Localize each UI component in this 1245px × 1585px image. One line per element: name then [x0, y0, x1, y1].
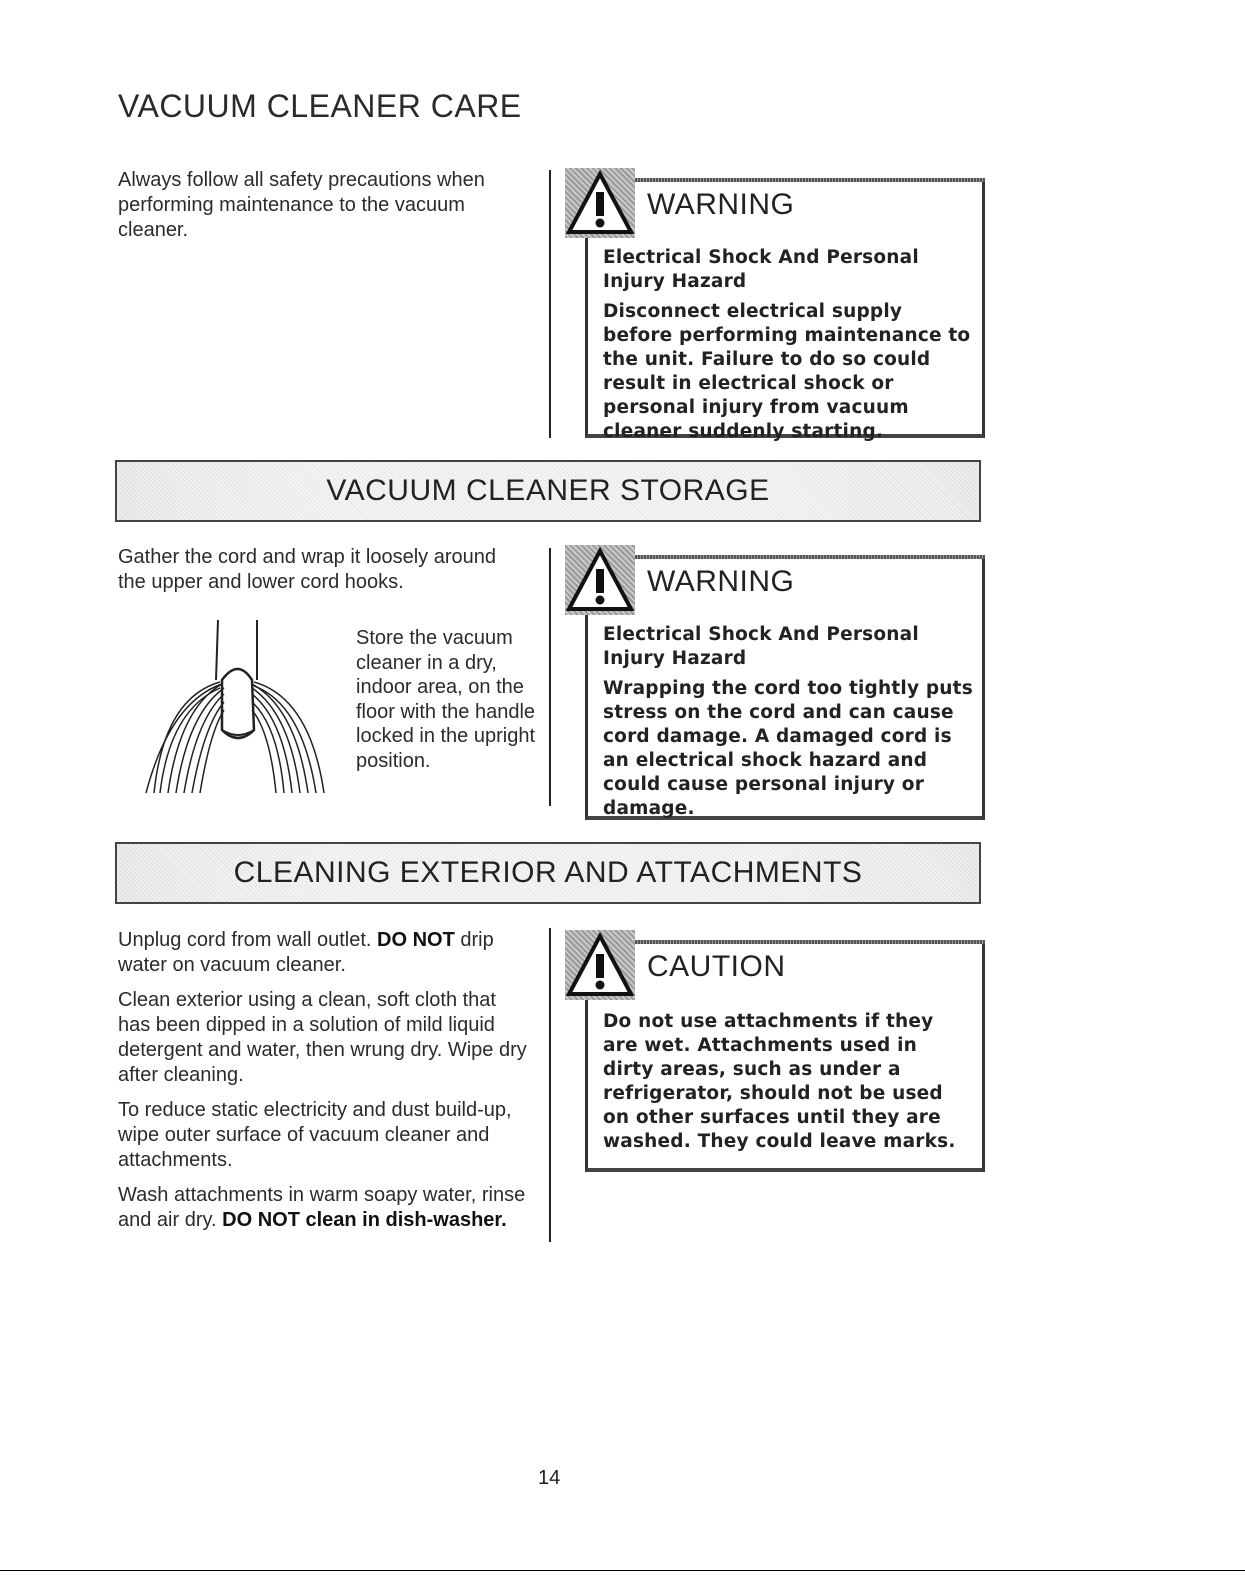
warning-text: Disconnect electrical supply before performing maintenance to the unit. Failure to do so could result in electrical shock or personal injury from vacuum cleaner suddenly starting. [603, 301, 971, 442]
page-title: VACUUM CLEANER CARE [118, 88, 522, 124]
warning-body [603, 623, 973, 827]
storage-intro-block [118, 545, 528, 605]
warning-heading: WARNING [647, 188, 795, 221]
warning-triangle-icon [565, 545, 635, 615]
storage-banner [115, 460, 981, 522]
cleaning-banner [115, 842, 981, 904]
warning-top-rule [635, 555, 985, 559]
cleaning-text-block [118, 928, 528, 1243]
cleaning-paragraph-4: Wash attachments in warm soapy water, rinse and air dry. DO NOT clean in dish-washer. [118, 1184, 526, 1231]
care-intro-block [118, 168, 528, 253]
storage-banner-title: VACUUM CLEANER STORAGE [326, 474, 770, 507]
page-bottom-rule [0, 1570, 1245, 1571]
storage-caption: Store the vacuum cleaner in a dry, indoor area, on the floor with the handle locked in the upright position. [356, 627, 536, 772]
warning-heading: WARNING [647, 565, 795, 598]
warning-top-rule [635, 178, 985, 182]
care-intro-text: Always follow all safety precautions when performing maintenance to the vacuum cleaner. [118, 169, 485, 241]
storage-warning-box [565, 545, 985, 820]
page-number: 14 [538, 1467, 561, 1489]
caution-top-rule [635, 940, 985, 944]
cleaning-paragraph-3: To reduce static electricity and dust build-up, wipe outer surface of vacuum cleaner and attachments. [118, 1099, 512, 1171]
warning-text: Wrapping the cord too tightly puts stress on the cord and can cause cord damage. A damaged cord is an electrical shock hazard and could cause personal injury or damage. [603, 678, 973, 819]
column-divider [549, 928, 551, 1242]
cleaning-banner-title: CLEANING EXTERIOR AND ATTACHMENTS [233, 856, 863, 889]
warning-hazard: Electrical Shock And Personal Injury Hazard [603, 624, 919, 669]
cleaning-paragraph-1: Unplug cord from wall outlet. DO NOT drip water on vacuum cleaner. [118, 929, 494, 976]
cleaning-paragraph-2: Clean exterior using a clean, soft cloth that has been dipped in a solution of mild liquid detergent and water, then wrung dry. Wipe dry after cleaning. [118, 989, 527, 1086]
cleaning-caution-box [565, 930, 985, 1172]
column-divider [549, 548, 551, 806]
cord-hook-illustration [140, 618, 340, 813]
storage-intro-text: Gather the cord and wrap it loosely around the upper and lower cord hooks. [118, 546, 496, 593]
care-warning-box [565, 168, 985, 442]
caution-body [603, 1010, 973, 1160]
warning-hazard: Electrical Shock And Personal Injury Hazard [603, 247, 919, 292]
warning-triangle-icon [565, 930, 635, 1000]
caution-heading: CAUTION [647, 950, 786, 983]
caution-text: Do not use attachments if they are wet. Attachments used in dirty areas, such as under a refrigerator, should not be used on other surfaces until they are washed. They could leave marks. [603, 1011, 956, 1152]
column-divider [549, 170, 551, 438]
warning-body [603, 246, 973, 450]
warning-triangle-icon [565, 168, 635, 238]
